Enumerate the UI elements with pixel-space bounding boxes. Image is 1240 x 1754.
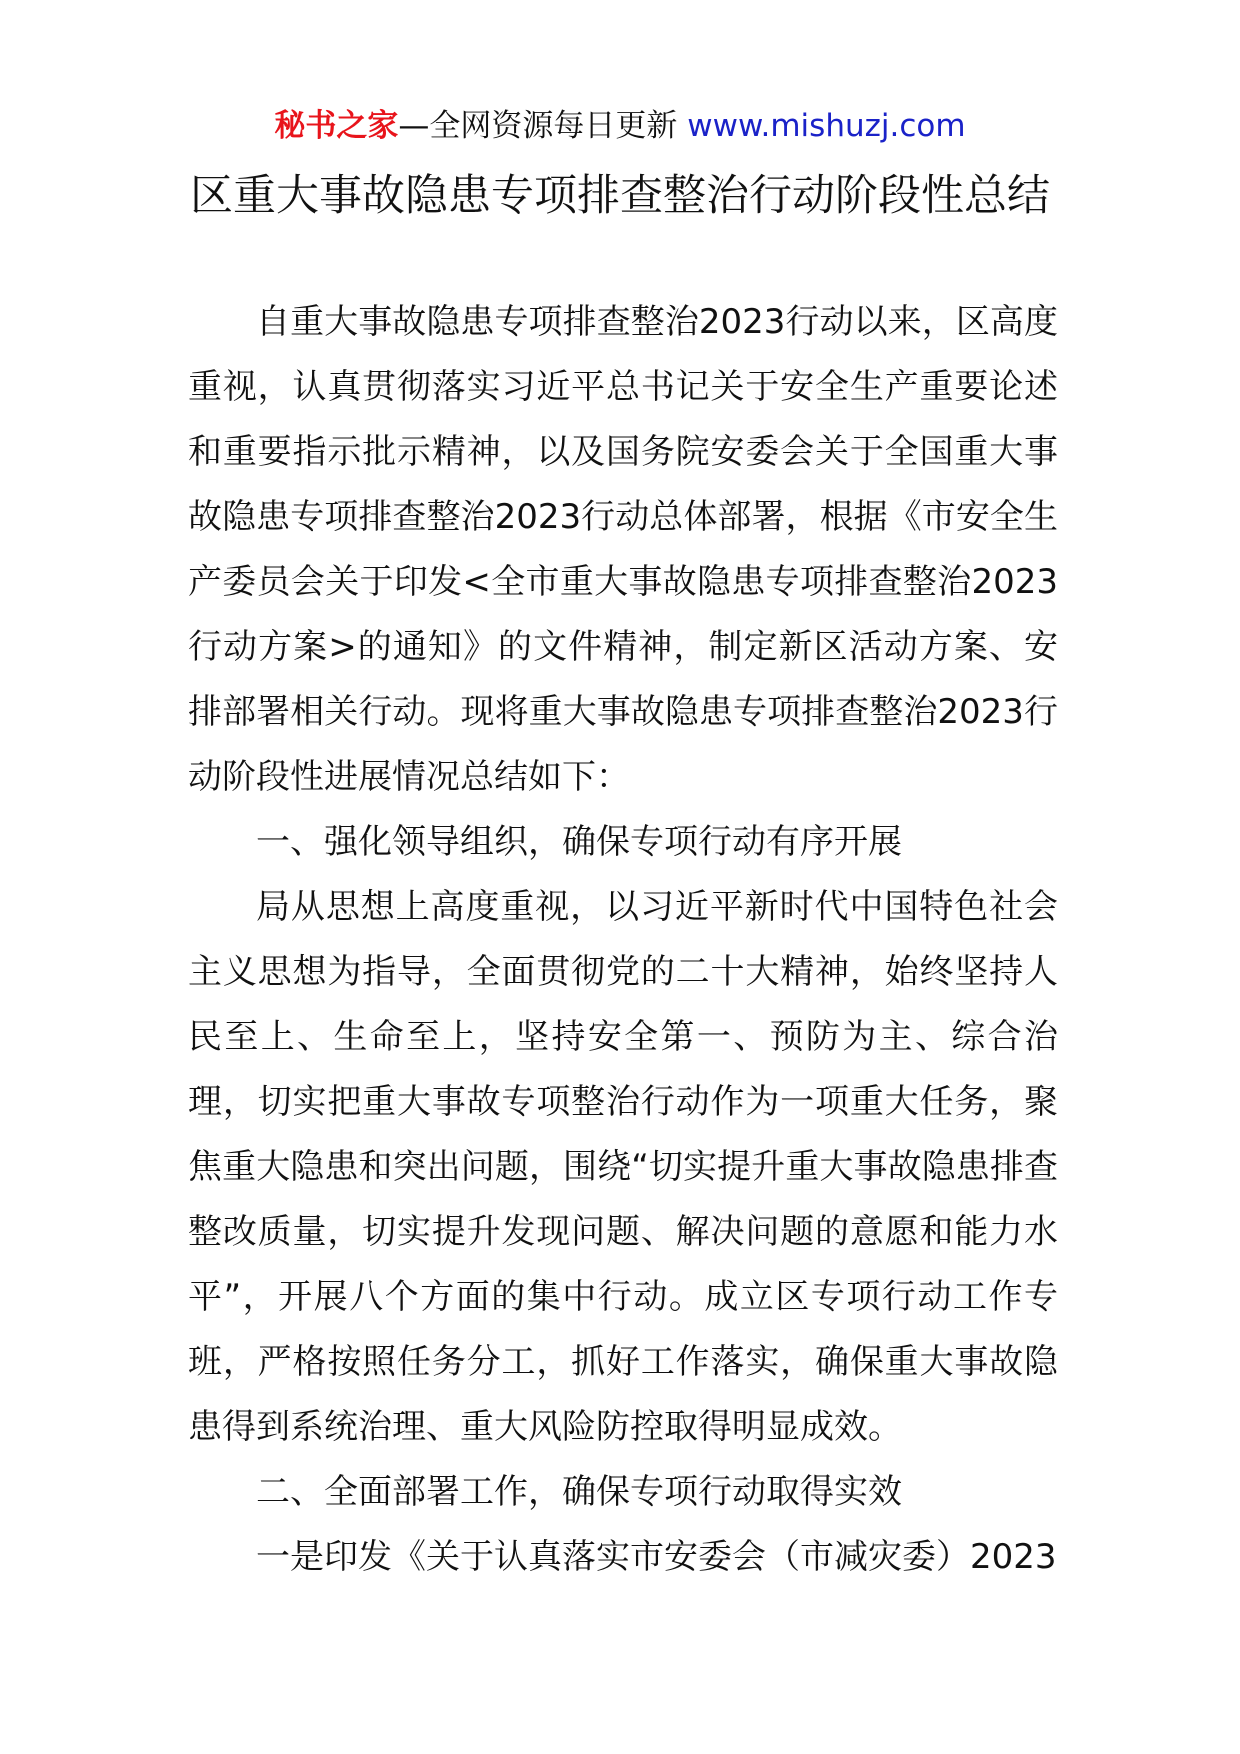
brand-name: 秘书之家 bbox=[274, 108, 399, 144]
section-heading-2: 二、全面部署工作，确保专项行动取得实效 bbox=[256, 1472, 902, 1512]
intro-paragraph: 自重大事故隐患专项排查整治2023行动以来，区高度重视，认真贯彻落实习近平总书记关于安全生产重要论述和重要指示批示精神，以及国务院安委会关于全国重大事故隐患专项排查整治2023行动总体部署，根据《市安全生产委员会关于印发<全市重大事故隐患专项排查整治2023行动方案>的通知》的文件精神，制定新区活动方案、安排部署相关行动。现将重大事故隐患专项排查整治2023行动阶段性进展情况总结如下： bbox=[188, 302, 1058, 797]
section-heading-1: 一、强化领导组织，确保专项行动有序开展 bbox=[256, 822, 902, 862]
site-tagline: —全网资源每日更新 bbox=[398, 108, 688, 144]
section-2-paragraph: 一是印发《关于认真落实市安委会（市减灾委）2023 bbox=[256, 1537, 1057, 1577]
site-url-link[interactable]: www.mishuzj.com bbox=[687, 108, 966, 144]
document-body bbox=[188, 290, 1058, 1590]
section-1-paragraph: 局从思想上高度重视，以习近平新时代中国特色社会主义思想为指导，全面贯彻党的二十大精神，始终坚持人民至上、生命至上，坚持安全第一、预防为主、综合治理，切实把重大事故专项整治行动作为一项重大任务，聚焦重大隐患和突出问题，围绕“切实提升重大事故隐患排查整改质量，切实提升发现问题、解决问题的意愿和能力水平”，开展八个方面的集中行动。成立区专项行动工作专班，严格按照任务分工，抓好工作落实，确保重大事故隐患得到系统治理、重大风险防控取得明显成效。 bbox=[188, 887, 1058, 1447]
site-header bbox=[0, 104, 1240, 148]
document-title: 区重大事故隐患专项排查整治行动阶段性总结 bbox=[190, 171, 1050, 221]
